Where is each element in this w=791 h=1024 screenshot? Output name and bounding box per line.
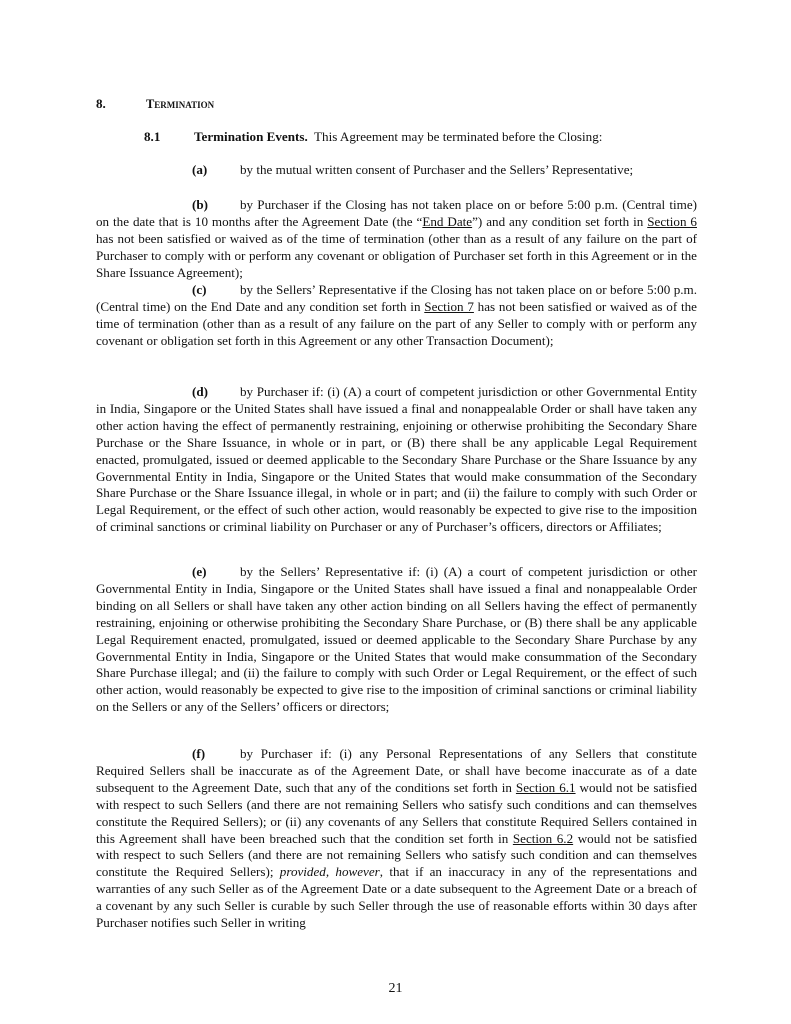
clause-text: , that if an inaccuracy in any of the representations and warranties of any such Seller as of the Agreement Date or a date subsequent to the Agreement Date or a breach of a covenant by any such Seller is curable by such Seller through the use of reasonable efforts within 30 days after Purchaser notifies such Seller in writing — [96, 864, 697, 931]
subsection-heading — [144, 129, 602, 146]
proviso-term: provided, however — [279, 864, 380, 880]
section-reference-link[interactable]: Section 6 — [647, 213, 697, 229]
clause-text: would not be satisfied with respect to such Sellers (and there are not remaining Sellers who satisfy such condition and can themselves constitute the Required Sellers); — [96, 830, 697, 880]
clause-text: by the Sellers’ Representative if: (i) (A) a court of competent jurisdiction or other Governmental Entity in India, Singapore or the United States shall have issued a final and nonappealable Order binding on all Sellers or shall have taken any other action binding on all Sellers having the effect of permanently restraining, enjoining or otherwise prohibiting the Secondary Share Purchase, or (B) there shall be any applicable Legal Requirement enacted, promulgated, issued or deemed applicable to the Secondary Share Purchase by any Governmental Entity in India, Singapore or the United States that would make consummation of the Secondary Share Purchase illegal; and (ii) the failure to comply with such Order or Legal Requirement, or the effect of such other action, would reasonably be expected to give rise to the imposition of criminal sanctions or criminal liability on the Sellers or any of the Sellers’ officers or directors; — [96, 564, 697, 715]
clause-a — [96, 162, 697, 179]
defined-term-end-date: End Date — [422, 213, 473, 229]
section-number: 8. — [96, 96, 106, 111]
subsection-intro: This Agreement may be terminated before the Closing: — [314, 129, 603, 144]
clause-b — [96, 197, 697, 282]
clause-text: would not be satisfied with respect to such Sellers (and there are not remaining Sellers who satisfy such conditions and can themselves constitute the Required Sellers); or (ii) any covenants of any Sellers that constitute Required Sellers contained in this Agreement shall have been breached such that the condition set forth in — [96, 779, 698, 846]
clause-e — [96, 564, 697, 716]
clause-text: by the Sellers’ Representative if the Closing has not taken place on or before 5:00 p.m. (Central time) on the End Date and any condition set forth in — [96, 282, 697, 314]
section-reference-link[interactable]: Section 6.1 — [515, 779, 576, 795]
clause-d — [96, 384, 697, 536]
clause-label: (a) — [192, 162, 208, 177]
clause-text: by Purchaser if the Closing has not taken place on or before 5:00 p.m. (Central time) on the date that is 10 months after the Agreement Date (the “ — [96, 197, 697, 229]
section-reference-link[interactable]: Section 7 — [424, 298, 474, 314]
page-number: 21 — [388, 981, 403, 996]
clause-text: by the mutual written consent of Purchaser and the Sellers’ Representative; — [240, 162, 634, 177]
clause-label: (c) — [192, 282, 207, 297]
clause-label: (e) — [192, 564, 207, 579]
clause-text: by Purchaser if: (i) any Personal Representations of any Sellers that constitute Required Sellers shall be inaccurate as of the Agreement Date, or shall have become inaccurate as of a date subsequent to the Agreement Date, such that any of the conditions set forth in — [96, 746, 697, 795]
subsection-number: 8.1 — [144, 129, 161, 144]
clause-text: ”) and any condition set forth in — [472, 213, 648, 229]
clause-f — [96, 746, 697, 932]
clause-c — [96, 282, 697, 350]
clause-text: has not been satisfied or waived as of the time of termination (other than as a result of any failure on the part of Purchaser to comply with or perform any covenant or obligation of Purchaser set forth in this Agreement or in the Share Issuance Agreement); — [96, 230, 697, 280]
clause-label: (f) — [192, 746, 206, 761]
clause-label: (d) — [192, 384, 209, 399]
section-reference-link[interactable]: Section 6.2 — [512, 830, 574, 846]
clause-text: has not been satisfied or waived as of the time of termination (other than as a result of any failure on the part of any Seller to comply with or perform any covenant or obligation set forth in this Agreement or any other Transaction Document); — [96, 298, 697, 348]
section-title: Termination — [146, 97, 215, 111]
clause-label: (b) — [192, 197, 209, 212]
section-heading — [96, 96, 214, 113]
subsection-title: Termination Events. — [194, 129, 308, 144]
clause-text: by Purchaser if: (i) (A) a court of competent jurisdiction or other Governmental Entity in India, Singapore or the United States shall have issued a final and nonappealable Order or shall have taken any other action having the effect of permanently restraining, enjoining or otherwise prohibiting the Secondary Share Purchase or the Share Issuance, in whole or in part, or (B) there shall be any applicable Legal Requirement enacted, promulgated, issued or deemed applicable to the Secondary Share Purchase or the Share Issuance by any Governmental Entity in India, Singapore or the United States that would make consummation of the Secondary Share Purchase or the Share Issuance illegal, in whole or in part; and (ii) the failure to comply with such Order or Legal Requirement, or the effect of such other action, would reasonably be expected to give rise to the imposition of criminal sanctions or criminal liability on Purchaser or any of Purchaser’s officers, directors or Affiliates; — [96, 384, 697, 535]
